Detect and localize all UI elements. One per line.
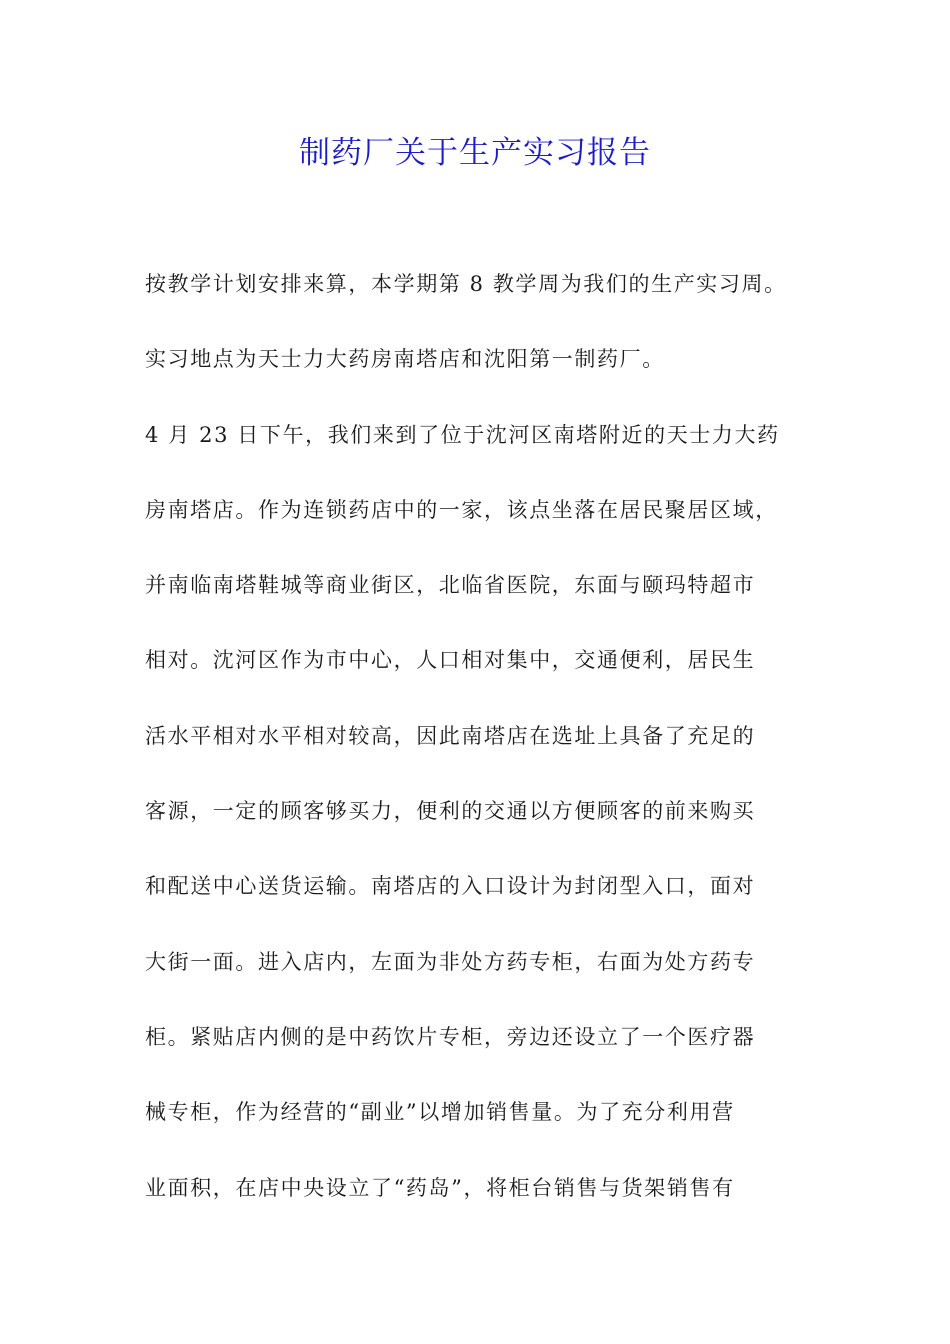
text-line: 业面积，在店中央设立了“药岛”，将柜台销售与货架销售有 <box>145 1175 735 1200</box>
text-line: 房南塔店。作为连锁药店中的一家，该点坐落在居民聚居区域， <box>145 497 778 522</box>
text-line: 和配送中心送货运输。南塔店的入口设计为封闭型入口，面对 <box>145 874 756 899</box>
text-line: 大街一面。进入店内，左面为非处方药专柜，右面为处方药专 <box>145 949 756 974</box>
document-title: 制药厂关于生产实习报告 <box>299 135 651 171</box>
text-line: 4 月 23 日下午，我们来到了位于沈河区南塔附近的天士力大药 <box>145 422 780 447</box>
text-line: 并南临南塔鞋城等商业街区，北临省医院，东面与颐玛特超市 <box>145 573 756 598</box>
text-line: 客源，一定的顾客够买力，便利的交通以方便顾客的前来购买 <box>145 799 756 824</box>
text-line: 实习地点为天士力大药房南塔店和沈阳第一制药厂。 <box>145 347 665 372</box>
text-line: 相对。沈河区作为市中心，人口相对集中，交通便利，居民生 <box>145 648 756 673</box>
text-line: 活水平相对水平相对较高，因此南塔店在选址上具备了充足的 <box>145 723 756 748</box>
body-text <box>145 268 815 1247</box>
text-line: 按教学计划安排来算，本学期第 8 教学周为我们的生产实习周。 <box>145 272 787 296</box>
text-line: 械专柜，作为经营的“副业”以增加销售量。为了充分利用营 <box>145 1100 735 1125</box>
text-line: 柜。紧贴店内侧的是中药饮片专柜，旁边还设立了一个医疗器 <box>145 1024 756 1049</box>
